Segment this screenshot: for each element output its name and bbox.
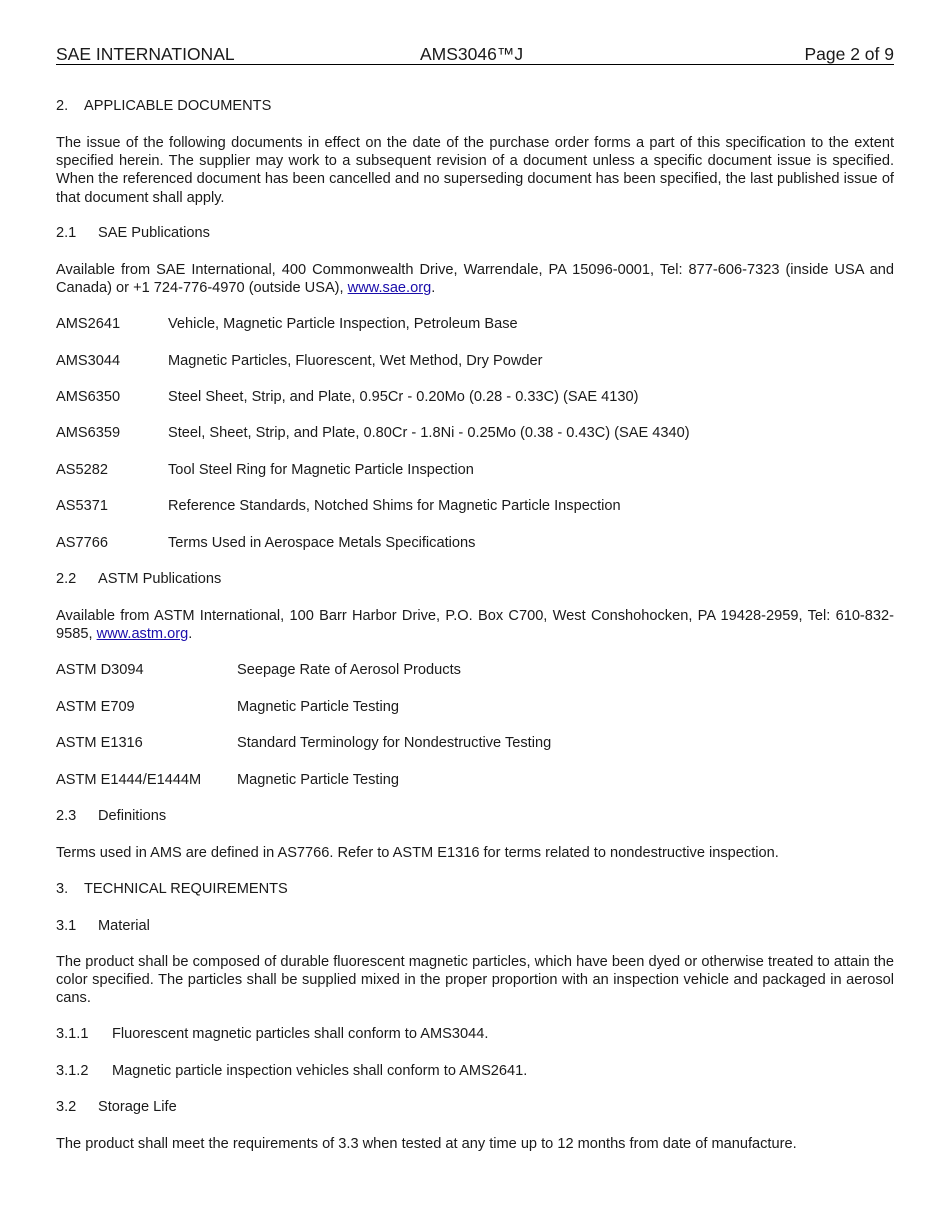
reference-title: Standard Terminology for Nondestructive Testing — [237, 735, 552, 751]
reference-title: Magnetic Particle Testing — [237, 772, 399, 788]
astm-website-link[interactable]: www.astm.org — [96, 626, 189, 643]
reference-title: Reference Standards, Notched Shims for Magnetic Particle Inspection — [168, 498, 621, 514]
section-3-1-heading: 3.1 Material — [56, 918, 150, 934]
reference-title: Steel, Sheet, Strip, and Plate, 0.80Cr - 1.8Ni - 0.25Mo (0.38 - 0.43C) (SAE 4340) — [168, 425, 690, 441]
reference-code: AS5282 — [56, 462, 108, 478]
header-document-number: AMS3046™J — [420, 44, 524, 64]
reference-code: ASTM D3094 — [56, 662, 144, 678]
section-3-1-1: 3.1.1 Fluorescent magnetic particles shall conform to AMS3044. — [56, 1026, 489, 1042]
storage-life-text: The product shall meet the requirements of 3.3 when tested at any time up to 12 months from date of manufacture. — [56, 1136, 797, 1152]
reference-title: Seepage Rate of Aerosol Products — [237, 662, 461, 678]
section-2-3-heading: 2.3 Definitions — [56, 808, 167, 824]
reference-code: ASTM E1444/E1444M — [56, 772, 202, 788]
reference-title: Vehicle, Magnetic Particle Inspection, Petroleum Base — [168, 316, 518, 332]
reference-code: ASTM E709 — [56, 699, 135, 715]
reference-code: AS7766 — [56, 535, 108, 551]
section-3-1-2: 3.1.2 Magnetic particle inspection vehicles shall conform to AMS2641. — [56, 1063, 528, 1079]
astm-availability: Available from ASTM International, 100 Barr Harbor Drive, P.O. Box C700, West Conshohocken, PA 19428-2959, Tel: 610-832-9585, www.astm.org. — [56, 608, 894, 643]
reference-title: Magnetic Particles, Fluorescent, Wet Method, Dry Powder — [168, 353, 543, 369]
reference-title: Magnetic Particle Testing — [237, 699, 399, 715]
reference-code: ASTM E1316 — [56, 735, 143, 751]
reference-title: Terms Used in Aerospace Metals Specifications — [168, 535, 476, 551]
sae-website-link[interactable]: www.sae.org — [347, 280, 432, 297]
material-text: The product shall be composed of durable fluorescent magnetic particles, which have been dyed or otherwise treated to attain the color specified. The particles shall be supplied mixed in the proper proportion with an inspection vehicle and packaged in aerosol cans. — [56, 954, 894, 1007]
header-page-number: Page 2 of 9 — [804, 44, 894, 64]
definitions-text: Terms used in AMS are defined in AS7766. Refer to ASTM E1316 for terms related to nondestructive inspection. — [56, 845, 779, 861]
reference-title: Steel Sheet, Strip, and Plate, 0.95Cr - 0.20Mo (0.28 - 0.33C) (SAE 4130) — [168, 389, 639, 405]
reference-code: AMS2641 — [56, 316, 121, 332]
reference-title: Tool Steel Ring for Magnetic Particle Inspection — [168, 462, 474, 478]
section-3-heading: 3. TECHNICAL REQUIREMENTS — [56, 881, 288, 897]
section-2-2-heading: 2.2 ASTM Publications — [56, 571, 222, 587]
reference-code: AMS6350 — [56, 389, 121, 405]
page-header — [56, 44, 894, 65]
section-2-heading: 2. APPLICABLE DOCUMENTS — [56, 98, 272, 114]
reference-code: AS5371 — [56, 498, 108, 514]
section-2-intro: The issue of the following documents in effect on the date of the purchase order forms a part of this specification to the extent specified herein. The supplier may work to a subsequent revision of a document unless a specific document issue is specified. When the referenced document has been cancelled and no superseding document has been specified, the last published issue of that document shall apply. — [56, 135, 894, 206]
section-2-1-heading: 2.1 SAE Publications — [56, 225, 210, 241]
reference-code: AMS3044 — [56, 353, 121, 369]
header-organization: SAE INTERNATIONAL — [56, 44, 235, 64]
reference-code: AMS6359 — [56, 425, 121, 441]
section-3-2-heading: 3.2 Storage Life — [56, 1099, 177, 1115]
sae-availability: Available from SAE International, 400 Commonwealth Drive, Warrendale, PA 15096-0001, Tel: 877-606-7323 (inside USA and Canada) or +1 724-776-4970 (outside USA), www.sae.org. — [56, 262, 894, 297]
